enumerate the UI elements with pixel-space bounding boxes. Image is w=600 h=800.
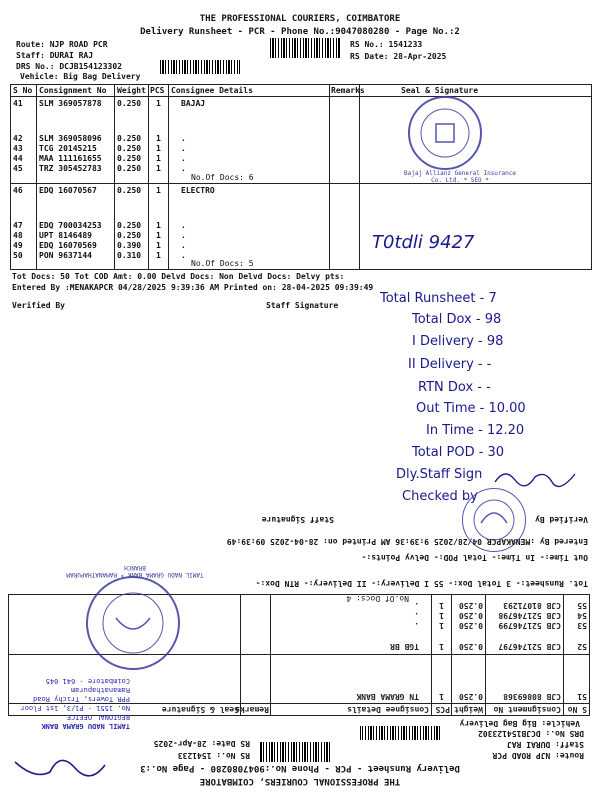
docs-count-1: No.Of Docs: 6 [191,173,254,182]
row-pcs: 1 [156,231,161,240]
bank-addr-2: PPR Towers, Trichy Road [33,695,130,703]
row-sno: 50 [13,251,23,260]
row-details: . [414,621,419,630]
row-details: . [181,231,186,240]
tgb-round-stamp [86,576,180,670]
row-consignment: CJB 521746799 [498,621,561,630]
row-pcs: 1 [156,144,161,153]
row-pcs: 1 [156,154,161,163]
hw-ii-delivery: II Delivery - - [408,357,492,372]
bank-addr-1: No. 1551 - P1/3, 1st Floor [20,704,130,712]
summary-line-2: Out Time:- In Time:- Total POD:- Delvy Points:- [361,553,588,562]
runsheet-title: Delivery Runsheet - PCR - Phone No.:9047080280 - Page No.:2 [140,27,460,37]
hw-in-time: In Time - 12.20 [426,423,525,438]
row-sno: 52 [577,642,587,651]
vehicle-2: Vehicle: Big Bag Delivery [459,719,580,728]
verified-by-2: Verified By [535,515,588,524]
row-sno: 53 [577,621,587,630]
row-pcs: 1 [156,134,161,143]
hw-total-pod: Total POD - 30 [412,445,505,460]
row-pcs: 1 [439,642,444,651]
row-details: . [181,241,186,250]
insurance-stamp-text: Bajaj Allianz General Insurance Co. Ltd. * SEO * [404,170,516,184]
row-consignment: CJB 80869368 [503,692,561,701]
row-sno: 55 [577,601,587,610]
row-sno: 46 [13,186,23,195]
row-sno: 54 [577,611,587,620]
bank-addr-4: Coimbatore - 641 045 [45,677,130,685]
col-consignee: Consignee Details [171,86,253,95]
row-weight: 0.250 [458,692,483,701]
summary-line-1: Tot. Runsheet:- 3 Total Dox:- 55 I Delivery:- II Delivery:- RTN Dox:- [255,579,588,588]
bank-office: REGIONAL OFFICE [66,713,130,721]
hw-out-time: Out Time - 10.00 [416,401,526,416]
row-details: . [181,251,186,260]
col-seal: Seal & Signature [401,86,479,95]
row-details: . [414,601,419,610]
vehicle: Vehicle: Big Bag Delivery [20,72,141,81]
row-consignment: TRZ 305452783 [39,164,102,173]
row-pcs: 1 [439,601,444,610]
row-pcs: 1 [439,692,444,701]
col-consignment: Consignment No [39,86,107,95]
company-name: THE PROFESSIONAL COURIERS, COIMBATORE [199,14,401,24]
route-2: Route: NJP ROAD PCR [492,751,584,760]
row-details: . [181,164,186,173]
entered-line-2: Entered By :MENAKAPCR 04/28/2025 9:39:36 AM Printed on: 28-04-2025 09:39:49 [226,537,588,546]
row-pcs: 1 [156,164,161,173]
col-pcs: PCS [150,86,165,95]
row-weight: 0.250 [117,164,142,173]
row-pcs: 1 [156,186,161,195]
row-consignment: UPT 8146489 [39,231,92,240]
row-weight: 0.250 [458,611,483,620]
row-consignment: SLM 369058096 [39,134,102,143]
row-sno: 47 [13,221,23,230]
col-remarks: Remarks [331,86,365,95]
route: Route: NJP ROAD PCR [16,40,108,49]
staff-2: Staff: DURAI RAJ [506,740,584,749]
hw-rtn-dox: RTN Dox - - [418,380,491,395]
row-sno: 51 [577,692,587,701]
hw-total-dox: Total Dox - 98 [412,312,502,327]
bank-address-stamp [10,676,130,730]
row-sno: 43 [13,144,23,153]
col-sno: S No [13,86,33,95]
row-pcs: 1 [156,241,161,250]
tgb-stamp-text: TAMIL NADU GRAMA BANK * RAMANATHAPURAM BRANCH [66,564,204,578]
company-name-2: THE PROFESSIONAL COURIERS, COIMBATORE [199,776,401,786]
row-sno: 49 [13,241,23,250]
row-sno: 45 [13,164,23,173]
row-details: TN GRAMA BANK [356,692,419,701]
row-pcs: 1 [156,251,161,260]
row-consignment: PON 9637144 [39,251,92,260]
col-consignee: Consignee Details [347,705,429,714]
row-sno: 42 [13,134,23,143]
drs-number-2: DRS No.: DCJB154123302 [478,729,584,738]
row-weight: 0.250 [117,231,142,240]
docs-count-3: No.Of Docs: 4 [346,594,409,603]
row-consignment: SLM 369057878 [39,99,102,108]
staff-signature: Staff Signature [266,301,339,310]
hw-total-runsheet: Total Runsheet - 7 [380,291,497,306]
barcode-drs-2 [360,726,440,740]
row-details: . [181,144,186,153]
row-weight: 0.390 [117,241,142,250]
col-weight: Weight [117,86,146,95]
rs-number-2: RS No.: 1541233 [177,751,250,760]
row-details: . [414,611,419,620]
row-pcs: 1 [156,221,161,230]
col-seal: Seal & Signature [161,705,239,714]
row-sno: 48 [13,231,23,240]
row-consignment: CJB 521746798 [498,611,561,620]
row-weight: 0.250 [458,621,483,630]
row-consignment: CJB 521746797 [498,642,561,651]
drs-number: DRS No.: DCJB154123302 [16,62,122,71]
rs-date: RS Date: 28-Apr-2025 [350,52,447,61]
col-remarks: Remarks [235,705,269,714]
row-weight: 0.250 [117,221,142,230]
row-consignment: EDQ 16070567 [39,186,97,195]
col-consignment: Consignment No [493,705,561,714]
row-weight: 0.250 [117,154,142,163]
row-details: ELECTRO [181,186,215,195]
rs-number: RS No.: 1541233 [350,40,423,49]
row-sno: 44 [13,154,23,163]
row-details: BAJAJ [181,99,206,108]
col-weight: Weight [454,705,483,714]
row-consignment: TCG 20145215 [39,144,97,153]
row-weight: 0.250 [117,144,142,153]
row-details: . [181,221,186,230]
hw-dly-staff: Dly.Staff Sign [396,467,483,482]
row-consignment: EDQ 700034253 [39,221,102,230]
row-details: TGB BR [390,642,419,651]
row-weight: 0.310 [117,251,142,260]
hw-checked-by: Checked by [402,489,478,504]
row-consignment: CJB 81071293 [503,601,561,610]
bank-addr-3: Ramanathapuram [70,686,130,694]
row-details: . [181,154,186,163]
row-sno: 41 [13,99,23,108]
totals-line: Tot Docs: 50 Tot COD Amt: 0.00 Delvd Docs: Non Delvd Docs: Delvy pts: [12,272,345,281]
row-pcs: 1 [439,611,444,620]
row-consignment: MAA 111161655 [39,154,102,163]
docs-count-2: No.Of Docs: 5 [191,259,254,268]
stamp-ring-icon [88,578,178,668]
hw-i-delivery: I Delivery - 98 [412,334,504,349]
staff-signature-2: Staff Signature [261,515,334,524]
row-weight: 0.250 [117,99,142,108]
staff: Staff: DURAI RAJ [16,51,94,60]
bank-name: TAMIL NADU GRAMA BANK [41,722,130,730]
handwritten-note: T0tdli 9427 [372,232,475,253]
row-consignment: EDQ 16070569 [39,241,97,250]
row-weight: 0.250 [117,134,142,143]
row-weight: 0.250 [458,642,483,651]
signature-icon [10,750,110,790]
row-pcs: 1 [439,621,444,630]
row-weight: 0.250 [117,186,142,195]
runsheet-title-2: Delivery Runsheet - PCR - Phone No.:9047080280 - Page No.:3 [140,763,460,773]
entered-line: Entered By :MENAKAPCR 04/28/2025 9:39:36 AM Printed on: 28-04-2025 09:39:49 [12,283,374,292]
barcode-rs-2 [260,742,330,762]
row-weight: 0.250 [458,601,483,610]
row-pcs: 1 [156,99,161,108]
col-sno: S No [567,705,587,714]
rs-date-2: RS Date: 28-Apr-2025 [153,739,250,748]
col-pcs: PCS [435,705,450,714]
row-details: . [181,134,186,143]
verified-by: Verified By [12,301,65,310]
